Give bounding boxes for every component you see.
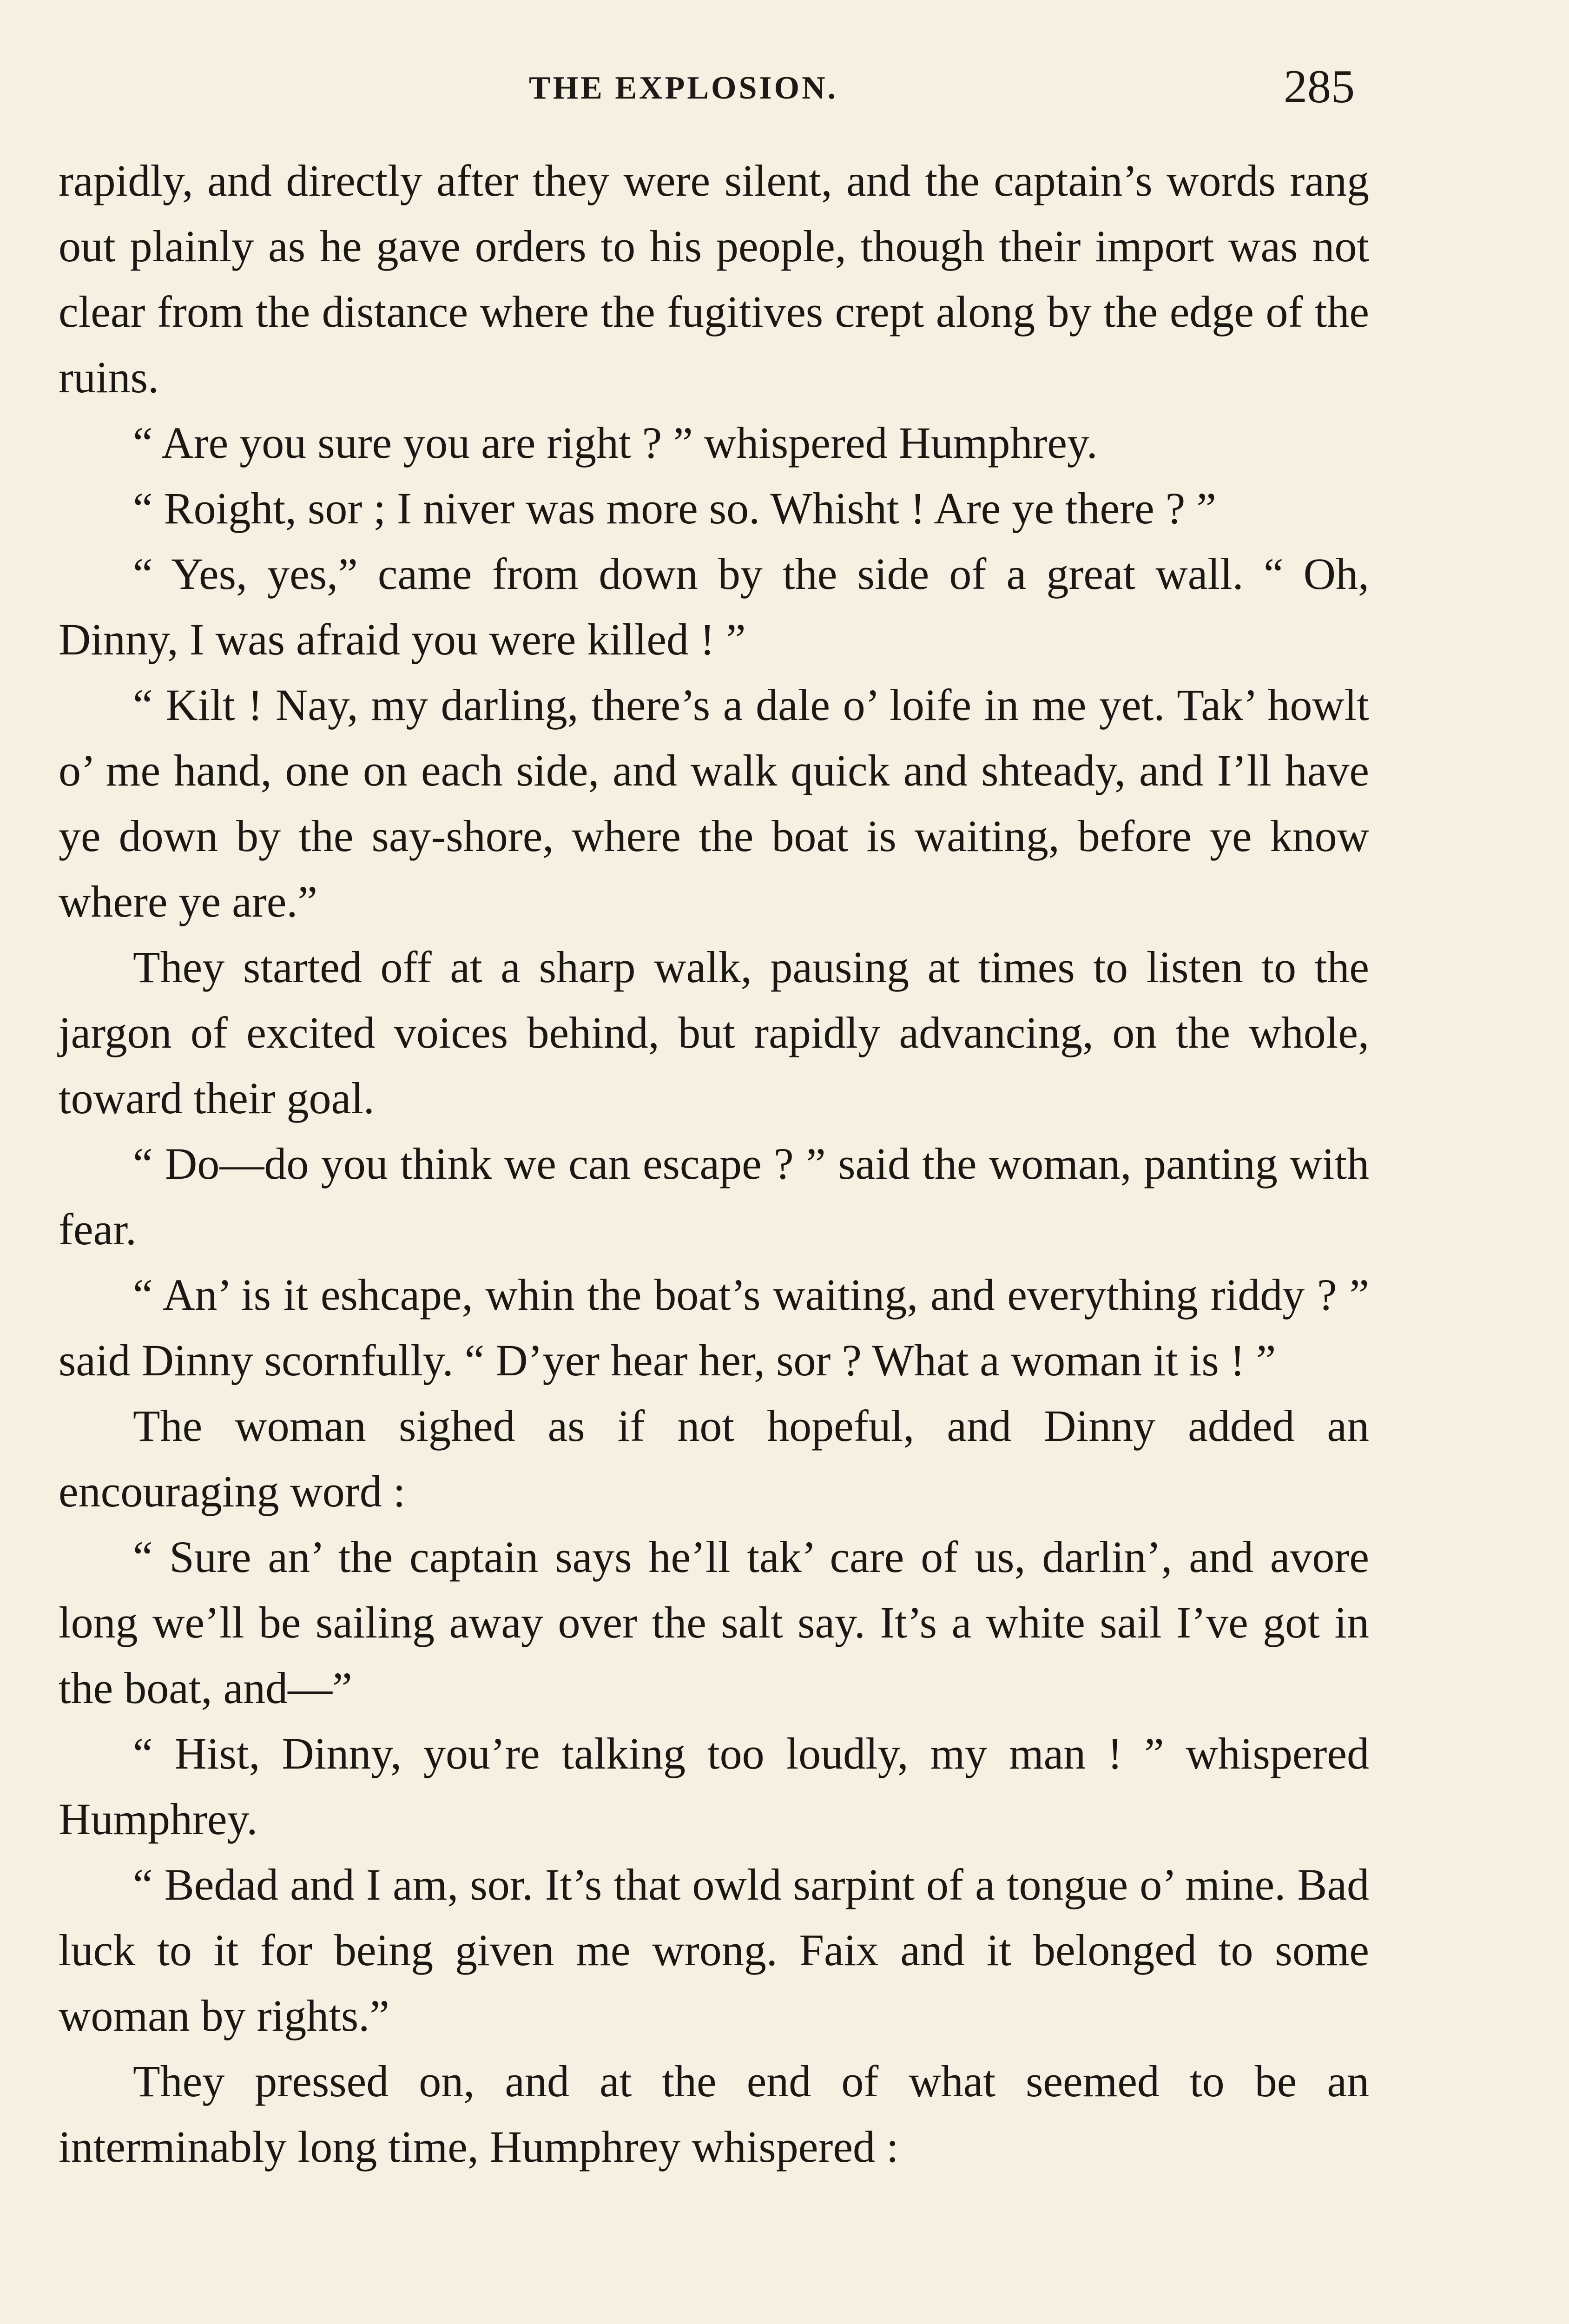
running-title: THE EXPLOSION.	[529, 70, 838, 106]
paragraph-10: “ Sure an’ the captain says he’ll tak’ care of us, darlin’, and avore long we’ll be sailing away over the salt say. It’s a white sail I’ve got in the boat, and—”	[59, 1532, 1369, 1713]
paragraph-6: They started off at a sharp walk, pausing at times to listen to the jargon of excited voices behind, but rapidly advancing, on the whole, toward their goal.	[59, 942, 1369, 1123]
page-number: 285	[1284, 60, 1355, 113]
paragraph-7: “ Do—do you think we can escape ? ” said the woman, panting with fear.	[59, 1139, 1369, 1254]
body-text	[59, 148, 1369, 2179]
paragraph-5: “ Kilt ! Nay, my darling, there’s a dale o’ loife in me yet. Tak’ howlt o’ me hand, one on each side, and walk quick and shteady, and I’ll have ye down by the say-shore, where the boat is waiting, before ye know where ye are.”	[59, 680, 1369, 926]
paragraph-11: “ Hist, Dinny, you’re talking too loudly, my man ! ” whispered Humphrey.	[59, 1729, 1369, 1844]
paragraph-8: “ An’ is it eshcape, whin the boat’s waiting, and everything riddy ? ” said Dinny scornfully. “ D’yer hear her, sor ? What a woman it is ! ”	[59, 1270, 1369, 1385]
paragraph-12: “ Bedad and I am, sor. It’s that owld sarpint of a tongue o’ mine. Bad luck to it for being given me wrong. Faix and it belonged to some woman by rights.”	[59, 1860, 1369, 2040]
running-head	[0, 56, 1569, 121]
paragraph-13: They pressed on, and at the end of what seemed to be an interminably long time, Humphrey whispered :	[59, 2056, 1369, 2172]
paragraph-2: “ Are you sure you are right ? ” whispered Humphrey.	[133, 418, 1098, 468]
paragraph-3: “ Roight, sor ; I niver was more so. Whisht ! Are ye there ? ”	[133, 483, 1216, 533]
paragraph-4: “ Yes, yes,” came from down by the side of a great wall. “ Oh, Dinny, I was afraid you were killed ! ”	[59, 549, 1369, 664]
paragraph-1: rapidly, and directly after they were silent, and the captain’s words rang out plainly as he gave orders to his people, though their import was not clear from the distance where the fugitives crept along by the edge of the ruins.	[59, 156, 1369, 402]
paragraph-9: The woman sighed as if not hopeful, and Dinny added an encouraging word :	[59, 1401, 1369, 1516]
